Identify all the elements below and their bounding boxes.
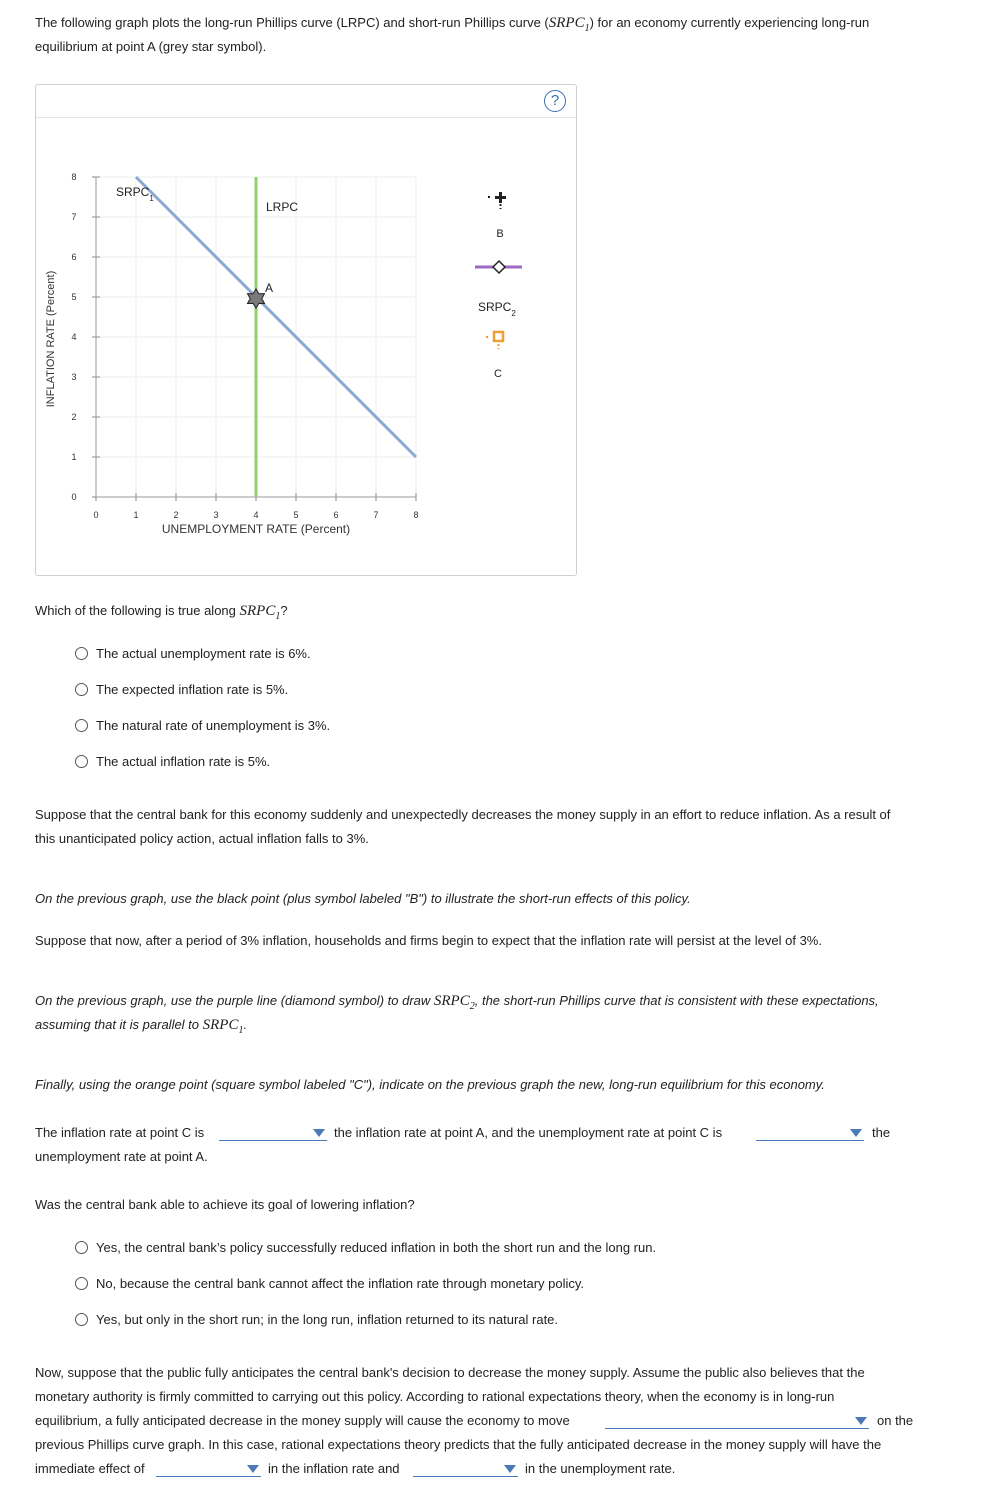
instruction-srpc2: On the previous graph, use the purple line (diamond symbol) to draw $SRPC_2$, the short-run Phillips curve that is consistent with these expectations, — [35, 993, 879, 1012]
q1-option[interactable] — [75, 679, 288, 699]
expectations-text: Suppose that now, after a period of 3% inflation, households and firms begin to expect that the inflation rate will persist at the level of 3%. — [35, 933, 822, 948]
srpc1-line[interactable] — [136, 177, 416, 457]
q4-text-line5-mid: in the inflation rate and — [268, 1461, 400, 1476]
x-tick-label: 6 — [333, 510, 339, 520]
dropdown-arrow-icon — [850, 1129, 862, 1137]
x-tick-label: 1 — [133, 510, 139, 520]
y-tick-label: 5 — [71, 292, 77, 302]
palette-c-label: C — [494, 368, 502, 380]
y-tick-label: 7 — [71, 212, 77, 222]
policy-text-line2: this unanticipated policy action, actual inflation falls to 3%. — [35, 831, 369, 846]
q2-text: unemployment rate at point A. — [35, 1149, 208, 1164]
x-axis-label: UNEMPLOYMENT RATE (Percent) — [161, 522, 351, 536]
phillips-curve-graph[interactable] — [36, 85, 576, 575]
y-tick-label: 0 — [71, 492, 77, 502]
math-srpc2: $SRPC_2$ — [433, 993, 475, 1012]
lrpc-label: LRPC — [266, 200, 299, 214]
math-srpc1: $SRPC_1$ — [548, 15, 590, 34]
palette-srpc2-label: $SRPC_2$ — [478, 300, 516, 318]
x-tick-label: 4 — [253, 510, 259, 520]
question-mark-icon: ? — [550, 92, 560, 109]
q4-text-line2: monetary authority is firmly committed to carrying out this policy. According to rational expectations theory, when the economy is in long-run — [35, 1389, 835, 1404]
q4-text-line5-end: in the unemployment rate. — [525, 1461, 676, 1476]
x-tick-label: 2 — [173, 510, 179, 520]
axis-ticks — [71, 172, 418, 520]
dropdown-arrow-icon — [504, 1465, 516, 1473]
q3-prompt: Was the central bank able to achieve its goal of lowering inflation? — [35, 1197, 415, 1212]
q1-option-label: The actual unemployment rate is 6%. — [96, 645, 311, 661]
q2-text: the inflation rate at point A, and the unemployment rate at point C is — [334, 1125, 723, 1140]
palette-c-square-tool[interactable] — [486, 332, 503, 349]
instruction-srpc2-line2: assuming that it is parallel to $SRPC_1$. — [35, 1017, 248, 1036]
x-tick-label: 8 — [413, 510, 419, 520]
x-tick-label: 3 — [213, 510, 219, 520]
q1-prompt: Which of the following is true along $SRPC_1$? — [35, 603, 288, 622]
intro-text-line2: equilibrium at point A (grey star symbol). — [35, 39, 267, 54]
x-tick-label: 5 — [293, 510, 299, 520]
q1-option[interactable] — [75, 715, 330, 735]
instruction-point-c: Finally, using the orange point (square symbol labeled "C"), indicate on the previous graph the new, long-run equilibrium for this economy. — [35, 1077, 825, 1092]
q3-option[interactable] — [75, 1273, 584, 1293]
unemployment-comparison-dropdown[interactable] — [756, 1126, 864, 1141]
plus-icon — [495, 192, 506, 203]
inflation-effect-dropdown[interactable] — [156, 1462, 261, 1477]
radio-button[interactable] — [75, 1313, 88, 1326]
y-tick-label: 6 — [71, 252, 77, 262]
q3-option-label: Yes, the central bank’s policy successfully reduced inflation in both the short run and the long run. — [96, 1239, 657, 1255]
radio-button[interactable] — [75, 683, 88, 696]
dropdown-arrow-icon — [855, 1417, 867, 1425]
radio-button[interactable] — [75, 1241, 88, 1254]
q4-text-line5: immediate effect of — [35, 1461, 145, 1476]
q3-option[interactable] — [75, 1309, 558, 1329]
radio-button[interactable] — [75, 755, 88, 768]
q2-text: the — [872, 1125, 891, 1140]
x-tick-label: 7 — [373, 510, 379, 520]
intro-text-part: The following graph plots the long-run Phillips curve (LRPC) and short-run Phillips curve ( — [35, 15, 549, 30]
q1-option[interactable] — [75, 751, 270, 771]
q3-option-label: Yes, but only in the short run; in the long run, inflation returned to its natural rate. — [96, 1311, 559, 1327]
q1-option-label: The expected inflation rate is 5%. — [96, 681, 289, 697]
q4-text-line3-end: on the — [877, 1413, 914, 1428]
inflation-comparison-dropdown[interactable] — [219, 1126, 327, 1141]
movement-dropdown[interactable] — [605, 1414, 869, 1429]
q3-option-label: No, because the central bank cannot affect the inflation rate through monetary policy. — [96, 1275, 585, 1291]
y-tick-label: 1 — [71, 452, 77, 462]
palette-b-label: B — [496, 228, 504, 240]
radio-button[interactable] — [75, 1277, 88, 1290]
q4-text-line3: equilibrium, a fully anticipated decrease in the money supply will cause the economy to move — [35, 1413, 570, 1428]
y-tick-label: 4 — [71, 332, 77, 342]
math-srpc1: $SRPC_1$ — [202, 1017, 244, 1036]
y-tick-label: 2 — [71, 412, 77, 422]
y-tick-label: 3 — [71, 372, 77, 382]
point-a-label: A — [265, 281, 274, 295]
q1-option-label: The natural rate of unemployment is 3%. — [96, 717, 331, 733]
math-srpc1: $SRPC_1$ — [239, 603, 281, 622]
unemployment-effect-dropdown[interactable] — [413, 1462, 518, 1477]
square-icon — [494, 332, 503, 341]
palette-srpc2-line-tool[interactable] — [475, 261, 522, 273]
y-axis-label: INFLATION RATE (Percent) — [45, 270, 57, 408]
policy-text-line1: Suppose that the central bank for this economy suddenly and unexpectedly decreases the money supply in an effort to reduce inflation. As a result of — [35, 807, 891, 822]
q4-text-line4: previous Phillips curve graph. In this case, rational expectations theory predicts that the fully anticipated decrease in the money supply will have the — [35, 1437, 882, 1452]
x-tick-label: 0 — [93, 510, 99, 520]
palette-b-plus-tool[interactable] — [488, 192, 506, 209]
diamond-icon — [493, 261, 505, 273]
graph-panel — [35, 84, 577, 576]
q1-option[interactable] — [75, 643, 311, 663]
q1-option-label: The actual inflation rate is 5%. — [96, 753, 271, 769]
y-tick-label: 8 — [71, 172, 77, 182]
q4-text-line1: Now, suppose that the public fully anticipates the central bank's decision to decrease the money supply. Assume the public also believes that the — [35, 1365, 865, 1380]
dropdown-arrow-icon — [247, 1465, 259, 1473]
intro-text-part: ) for an economy currently experiencing long-run — [589, 15, 870, 30]
srpc1-label: $SRPC_1$ — [116, 185, 154, 203]
q2-text: The inflation rate at point C is — [35, 1125, 205, 1140]
dropdown-arrow-icon — [313, 1129, 325, 1137]
radio-button[interactable] — [75, 647, 88, 660]
q3-option[interactable] — [75, 1237, 656, 1257]
instruction-point-b: On the previous graph, use the black point (plus symbol labeled "B") to illustrate the short-run effects of this policy. — [35, 891, 691, 906]
radio-button[interactable] — [75, 719, 88, 732]
